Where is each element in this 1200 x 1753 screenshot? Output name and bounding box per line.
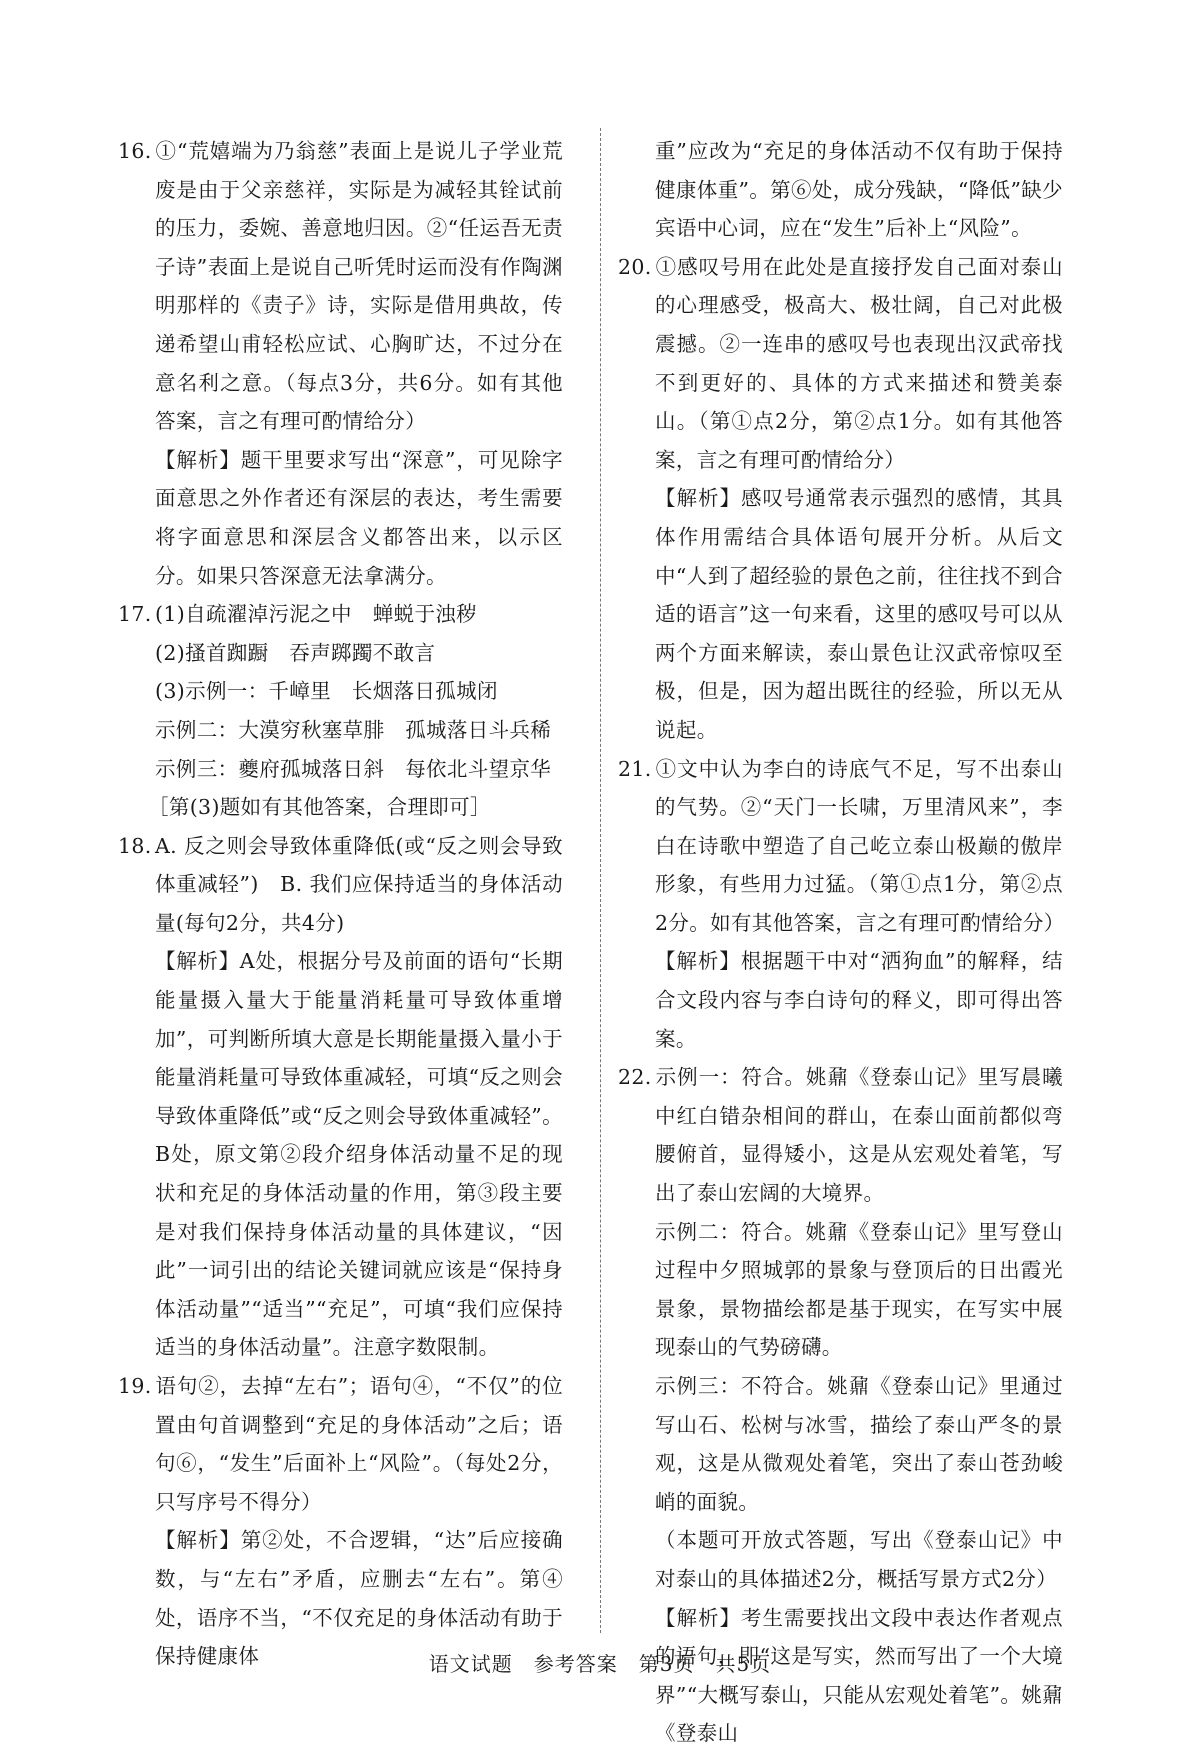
answer-21 [618,750,1063,1059]
answer-text: 语句②，去掉“左右”；语句④，“不仅”的位置由句首调整到“充足的身体活动”之后；语句⑥，“发生”后面补上“风险”。（每处2分，只写序号不得分） [155,1374,563,1514]
answer-19 [118,1367,563,1676]
question-number: 20. [618,254,652,279]
example-3: 示例三：不符合。姚鼐《登泰山记》里通过写山石、松树与冰雪，描绘了泰山严冬的景观，这是从微观处着笔，突出了泰山苍劲峻峭的面貌。 [655,1374,1063,1514]
answer-20 [618,248,1063,750]
page-footer: 语文试题 参考答案 第3页 共5页 [428,1652,772,1676]
question-number: 22. [618,1065,652,1090]
answer-text: A. 反之则会导致体重降低(或“反之则会导致体重减轻”) B. 我们应保持适当的身体活动量(每句2分，共4分) [155,833,563,935]
answer-19-continued [618,132,1063,248]
analysis-text: 【解析】第②处，不合逻辑，“达”后应接确数，与“左右”矛盾，应删去“左右”。第④处，语序不当，“不仅充足的身体活动有助于保持健康体 [155,1528,563,1669]
answer-line: (3)示例一：千嶂里 长烟落日孤城闭 [155,679,498,704]
example-1: 示例一：符合。姚鼐《登泰山记》里写晨曦中红白错杂相间的群山，在泰山面前都似弯腰俯首，显得矮小，这是从宏观处着笔，写出了泰山宏阔的大境界。 [655,1065,1063,1206]
analysis-text: 【解析】考生需要找出文段中表达作者观点的语句，即“这是写实，然而写出了一个大境界”“大概写泰山，只能从宏观处着笔”。姚鼐《登泰山 [655,1605,1063,1746]
analysis-text: 【解析】感叹号通常表示强烈的感情，其具体作用需结合具体语句展开分析。从后文中“人到了超经验的景色之前，往往找不到合适的语言”这一句来看，这里的感叹号可以从两个方面来解读，泰山景色让汉武帝惊叹至极，但是，因为超出既往的经验，所以无从说起。 [655,486,1063,742]
question-number: 21. [618,756,652,781]
question-number: 19. [118,1374,152,1398]
left-column [118,132,563,1676]
answer-line: 示例三：夔府孤城落日斜 每依北斗望京华 [155,756,552,781]
answer-note: ［第(3)题如有其他答案，合理即可］ [148,795,491,820]
answer-16 [118,132,563,595]
column-divider [600,128,601,1633]
analysis-text: 【解析】A处，根据分号及前面的语句“长期能量摄入量大于能量消耗量可导致体重增加”，可判断所填大意是长期能量摄入量小于能量消耗量可导致体重减轻，可填“反之则会导致体重降低”或“反之则会导致体重减轻”。B处，原文第②段介绍身体活动量不足的现状和充足的身体活动量的作用，第③段主要是对我们保持身体活动量的具体建议，“因此”一词引出的结论关键词就应该是“保持身体活动量”“适当”“充足”，可填“我们应保持适当的身体活动量”。注意字数限制。 [155,949,563,1360]
scoring-note: （本题可开放式答题，写出《登泰山记》中对泰山的具体描述2分，概括写景方式2分） [655,1528,1063,1591]
question-number: 16. [118,139,152,163]
analysis-text: 【解析】题干里要求写出“深意”，可见除字面意思之外作者还有深层的表达，考生需要将字面意思和深层含义都答出来，以示区分。如果只答深意无法拿满分。 [155,447,563,588]
analysis-text: 重”应改为“充足的身体活动不仅有助于保持健康体重”。第⑥处，成分残缺，“降低”缺少宾语中心词，应在“发生”后补上“风险”。 [655,139,1063,241]
answer-text: ①“荒嬉端为乃翁慈”表面上是说儿子学业荒废是由于父亲慈祥，实际是为减轻其铨试前的压力，委婉、善意地归因。②“任运吾无责子诗”表面上是说自己听凭时运而没有作陶渊明那样的《责子》诗，实际是借用典故，传递希望山甫轻松应试、心胸旷达，不过分在意名利之意。（每点3分，共6分。如有其他答案，言之有理可酌情给分） [155,139,563,434]
question-number: 17. [118,602,152,627]
answer-text: ①文中认为李白的诗底气不足，写不出泰山的气势。②“天门一长啸，万里清风来”，李白在诗歌中塑造了自己屹立泰山极巅的傲岸形象，有些用力过猛。（第①点1分，第②点2分。如有其他答案，言之有理可酌情给分） [655,756,1065,935]
question-number: 18. [118,833,152,858]
analysis-text: 【解析】根据题干中对“洒狗血”的解释，结合文段内容与李白诗句的释义，即可得出答案。 [655,949,1063,1051]
answer-line: (2)搔首踟蹰 吞声踯躅不敢言 [155,640,436,665]
right-column [618,132,1063,1753]
answer-line: 示例二：大漠穷秋塞草腓 孤城落日斗兵稀 [155,717,552,742]
answer-17 [118,595,563,827]
answer-text: ①感叹号用在此处是直接抒发自己面对泰山的心理感受，极高大、极壮阔，自己对此极震撼。②一连串的感叹号也表现出汉武帝找不到更好的、具体的方式来描述和赞美泰山。（第①点2分，第②点1分。如有其他答案，言之有理可酌情给分） [655,254,1063,472]
example-2: 示例二：符合。姚鼐《登泰山记》里写登山过程中夕照城郭的景象与登顶后的日出霞光景象，景物描绘都是基于现实，在写实中展现泰山的气势磅礴。 [655,1219,1063,1360]
answer-line: (1)自疏濯淖污泥之中 蝉蜕于浊秽 [155,602,477,627]
answer-18 [118,827,563,1367]
